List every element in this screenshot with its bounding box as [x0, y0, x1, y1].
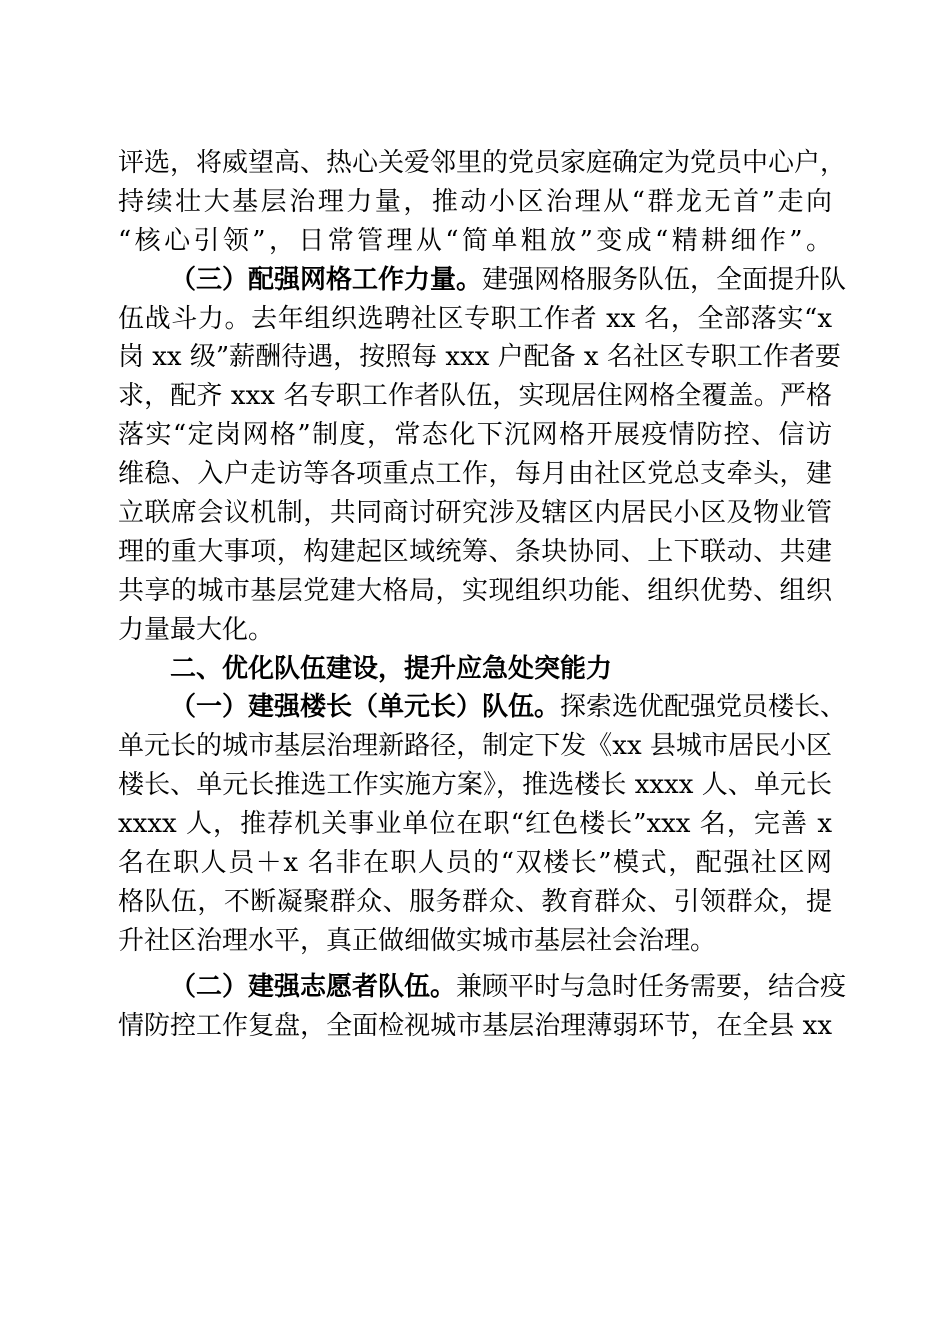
paragraph-2: [118, 261, 847, 650]
text-line: 立联席会议机制，共同商讨研究涉及辖区内居民小区及物业管: [118, 498, 832, 529]
text-line: 维稳、入户走访等各项重点工作，每月由社区党总支牵头，建: [118, 459, 832, 490]
paragraph-1: [118, 144, 847, 261]
text-line: 共享的城市基层党建大格局，实现组织功能、组织优势、组织: [118, 575, 832, 606]
paragraph-lead: （一）建强楼长（单元长）队伍。: [170, 692, 561, 723]
text-line: [118, 688, 847, 727]
text-line: 岗 xx 级”薪酬待遇，按照每 xxx 户配备 x 名社区专职工作者要: [118, 342, 841, 373]
document-body: [118, 144, 847, 1045]
text-line: “核心引领”，日常管理从“简单粗放”变成“精耕细作”。: [118, 225, 832, 256]
text-line: [118, 261, 847, 300]
text-line: xxxx 人，推荐机关事业单位在职“红色楼长”xxx 名，完善 x: [118, 809, 832, 840]
section-heading: 二、优化队伍建设，提升应急处突能力: [170, 653, 613, 684]
text-line: 力量最大化。: [118, 614, 275, 645]
paragraph-4: [118, 968, 847, 1046]
paragraph-text: 建强网格服务队伍，全面提升队: [482, 264, 847, 295]
text-line: 格队伍，不断凝聚群众、服务群众、教育群众、引领群众，提: [118, 886, 832, 917]
text-line: 情防控工作复盘，全面检视城市基层治理薄弱环节，在全县 xx: [118, 1010, 832, 1041]
paragraph-lead: （三）配强网格工作力量。: [170, 264, 483, 295]
paragraph-3: [118, 688, 847, 960]
paragraph-text: 兼顾平时与急时任务需要，结合疫: [456, 971, 847, 1002]
text-line: [118, 968, 847, 1007]
text-line: 升社区治理水平，真正做细做实城市基层社会治理。: [118, 925, 717, 956]
text-line: 伍战斗力。去年组织选聘社区专职工作者 xx 名，全部落实“x: [118, 303, 832, 334]
text-line: 求，配齐 xxx 名专职工作者队伍，实现居住网格全覆盖。严格: [118, 381, 832, 412]
text-line: 楼长、单元长推选工作实施方案》，推选楼长 xxxx 人、单元长: [118, 770, 832, 801]
text-line: 理的重大事项，构建起区域统筹、条块协同、上下联动、共建: [118, 536, 832, 567]
text-line: 落实“定岗网格”制度，常态化下沉网格开展疫情防控、信访: [118, 420, 832, 451]
text-line: 单元长的城市基层治理新路径，制定下发《xx 县城市居民小区: [118, 731, 832, 762]
paragraph-lead: （二）建强志愿者队伍。: [170, 971, 457, 1002]
text-line: 评选，将威望高、热心关爱邻里的党员家庭确定为党员中心户，: [118, 148, 847, 178]
text-line: 持续壮大基层治理力量，推动小区治理从“群龙无首”走向: [118, 186, 832, 217]
paragraph-text: 探索选优配强党员楼长、: [560, 692, 847, 723]
text-line: 名在职人员＋x 名非在职人员的“双楼长”模式，配强社区网: [118, 848, 832, 879]
